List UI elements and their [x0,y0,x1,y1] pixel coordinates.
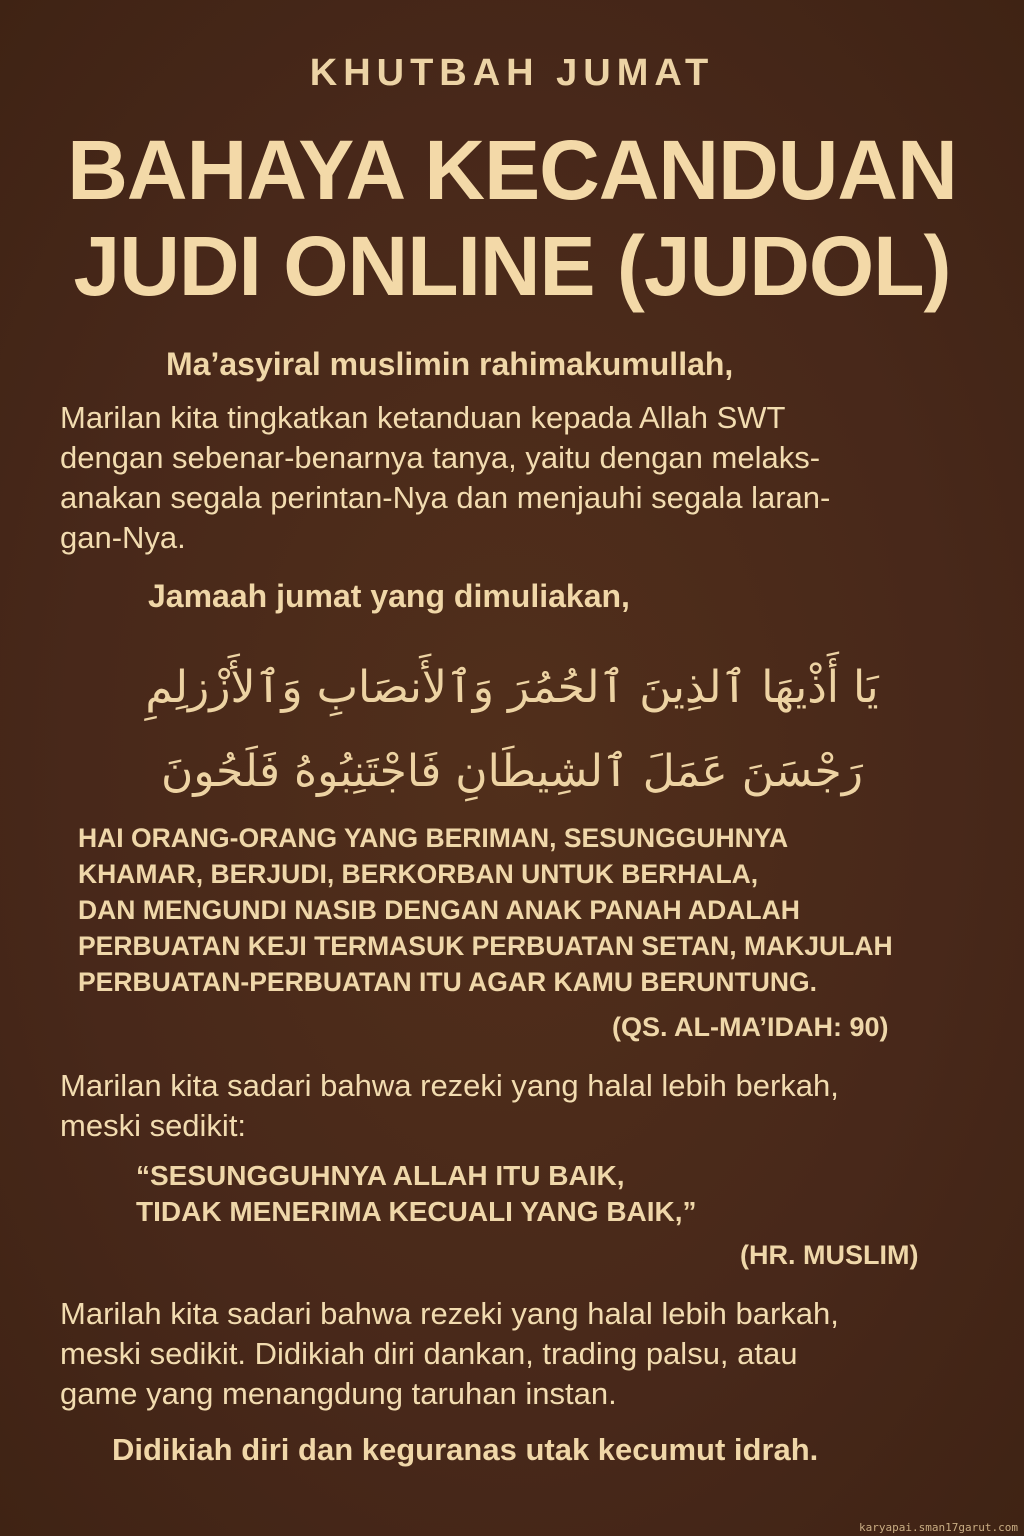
arabic-line-1: يَا أَذْيهَا ٱلذِينَ ٱلحُمُرَ وَٱلأَنصَابِ وَٱلأَزْزلِمِ [145,662,879,713]
middle-paragraph [60,1066,990,1146]
paragraph-line: meski sedikit. Didikiah diri dankan, trading palsu, atau [60,1336,798,1371]
arabic-line-2: رَجْسَنَ عَمَلَ ٱلشِيطَانِ فَاجْتَنِبُوهُ فَلَحُونَ [161,746,863,797]
paragraph-line: Marilan kita sadari bahwa rezeki yang halal lebih berkah, [60,1068,839,1103]
opening-greeting: Ma’asyiral muslimin rahimakumullah, [166,346,734,382]
ending-paragraph [60,1294,990,1414]
paragraph-line: dengan sebenar-benarnya tanya, yaitu dengan melaks- [60,440,821,475]
closing-line: Didikiah diri dan keguranas utak kecumut idrah. [112,1432,819,1467]
paragraph-line: meski sedikit: [60,1108,247,1143]
paragraph-line: anakan segala perintan-Nya dan menjauhi segala laran- [60,480,831,515]
paragraph-line: gan-Nya. [60,520,186,555]
translation-line: DAN MENGUNDI NASIB DENGAN ANAK PANAH ADALAH [78,895,800,925]
hadith-line: “SESUNGGUHNYA ALLAH ITU BAIK, [136,1160,625,1191]
poster-title [0,122,1024,314]
verse-translation [78,820,998,1000]
title-line-1: BAHAYA KECANDUAN [67,123,957,217]
quran-reference: (QS. AL-MA’IDAH: 90) [612,1012,889,1042]
title-line-2: JUDI ONLINE (JUDOL) [73,219,951,313]
arabic-verse [90,646,934,814]
poster-subtitle: KHUTBAH JUMAT [309,52,715,94]
hadith-quote [136,1158,956,1230]
verse-greeting: Jamaah jumat yang dimuliakan, [148,578,630,614]
paragraph-line: game yang menangdung taruhan instan. [60,1376,617,1411]
hadith-line: TIDAK MENERIMA KECUALI YANG BAIK,” [136,1196,697,1227]
translation-line: PERBUATAN-PERBUATAN ITU AGAR KAMU BERUNTUNG. [78,967,818,997]
opening-paragraph [60,398,960,558]
translation-line: PERBUATAN KEJI TERMASUK PERBUATAN SETAN, MAKJULAH [78,931,893,961]
hadith-reference: (HR. MUSLIM) [740,1240,919,1270]
paragraph-line: Marilah kita sadari bahwa rezeki yang halal lebih barkah, [60,1296,839,1331]
translation-line: HAI ORANG-ORANG YANG BERIMAN, SESUNGGUHNYA [78,823,789,853]
watermark: karyapai.sman17garut.com [859,1521,1018,1534]
paragraph-line: Marilan kita tingkatkan ketanduan kepada Allah SWT [60,400,786,435]
translation-line: KHAMAR, BERJUDI, BERKORBAN UNTUK BERHALA, [78,859,759,889]
